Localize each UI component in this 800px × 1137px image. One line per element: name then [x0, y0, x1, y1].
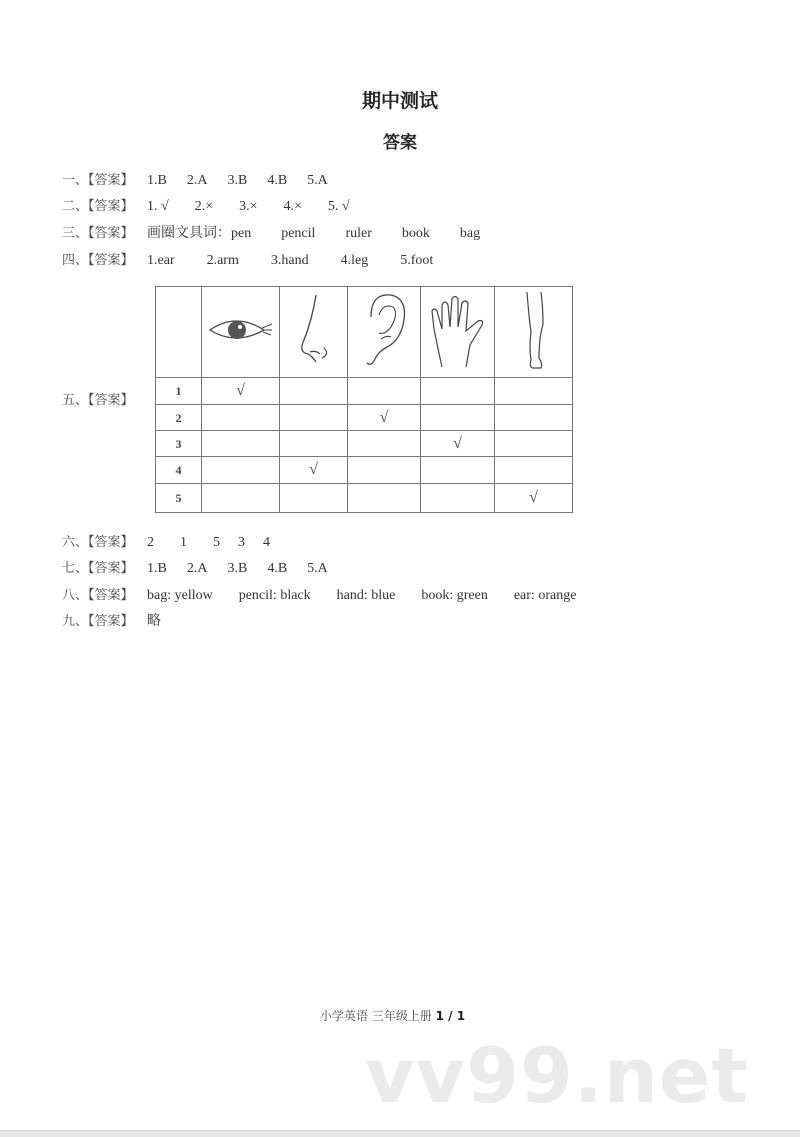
cell-ear	[348, 405, 421, 431]
eye-image	[202, 287, 280, 378]
cell-eye	[202, 431, 280, 457]
answer-label: 三、【答案】	[62, 226, 134, 241]
answer-item: 1.B	[147, 561, 167, 576]
table-row	[156, 484, 573, 513]
answer-item: 略	[147, 614, 161, 629]
hand-image	[421, 287, 495, 378]
answer-item: 1. √	[147, 199, 169, 214]
cell-eye	[202, 484, 280, 513]
answer-item: 5.A	[307, 561, 328, 576]
answer-item: 4.leg	[340, 253, 369, 268]
answer-item: 5.A	[307, 173, 328, 188]
nose-image	[280, 287, 348, 378]
leg-image	[495, 287, 573, 378]
answer-item: 3.hand	[270, 253, 309, 268]
cell-hand	[421, 457, 495, 484]
check-mark: √	[453, 434, 462, 452]
answer-item: 4.B	[267, 173, 288, 188]
watermark: vv99.net	[365, 1031, 749, 1120]
answer-item: bag: yellow	[147, 588, 213, 603]
cell-hand	[421, 405, 495, 431]
row-number: 2	[156, 405, 202, 431]
answer-label: 七、【答案】	[62, 561, 134, 576]
table-row	[156, 431, 573, 457]
cell-leg	[495, 457, 573, 484]
answer-label: 九、【答案】	[62, 614, 134, 629]
answer-item: 2.×	[194, 199, 214, 214]
cell-nose	[280, 431, 348, 457]
answer-item: 3.B	[227, 561, 248, 576]
bottom-scroll-bar[interactable]	[0, 1130, 800, 1137]
page-title: 期中测试	[361, 90, 438, 112]
row-number: 4	[156, 457, 202, 484]
answer-label: 八、【答案】	[62, 588, 134, 603]
table-row	[156, 405, 573, 431]
answer-line-4	[62, 252, 433, 270]
answer-line-7	[62, 560, 328, 578]
answer-item: pencil: black	[238, 588, 311, 603]
answer-item: 1.B	[147, 173, 167, 188]
cell-nose	[280, 457, 348, 484]
row-number: 3	[156, 431, 202, 457]
answer-item: ruler	[345, 226, 372, 241]
cell-eye	[202, 405, 280, 431]
answer-item: 5.foot	[400, 253, 434, 268]
answer-line-8	[62, 587, 576, 605]
answer-item: 画圈文具词：pen	[147, 226, 252, 241]
answer-label: 二、【答案】	[62, 199, 134, 214]
answer-item: 4	[263, 535, 270, 550]
cell-nose	[280, 378, 348, 405]
answer-item: bag	[459, 226, 481, 241]
answer-item: 2	[147, 535, 154, 550]
check-mark: √	[236, 382, 245, 399]
cell-leg	[495, 405, 573, 431]
cell-eye	[202, 457, 280, 484]
answer-item: 4.B	[267, 561, 288, 576]
cell-leg	[495, 378, 573, 405]
answer-item: book	[401, 226, 430, 241]
answer-item: 1	[180, 535, 187, 550]
answer-item: ear: orange	[513, 588, 577, 603]
cell-nose	[280, 484, 348, 513]
check-mark: √	[529, 489, 538, 506]
cell-ear	[348, 431, 421, 457]
answer-line-6	[62, 534, 270, 552]
answer-item: 3.B	[227, 173, 248, 188]
answer-line-1	[62, 172, 328, 190]
row-number: 1	[156, 378, 202, 405]
answer-item: 2.A	[186, 561, 208, 576]
answer-line-3	[62, 225, 480, 243]
table-header-row	[156, 287, 573, 378]
row-number: 5	[156, 484, 202, 513]
cell-nose	[280, 405, 348, 431]
cell-ear	[348, 378, 421, 405]
answer-item: hand: blue	[336, 588, 396, 603]
answer-item: 3	[238, 535, 245, 550]
answer-item: 4.×	[283, 199, 302, 214]
cell-ear	[348, 484, 421, 513]
section-5-label: 五、【答案】	[62, 393, 134, 408]
cell-hand	[421, 378, 495, 405]
table-row	[156, 378, 573, 405]
table-row	[156, 457, 573, 484]
ear-image	[348, 287, 421, 378]
check-mark: √	[379, 408, 389, 426]
answer-label: 六、【答案】	[62, 535, 134, 550]
answer-item: 3.×	[239, 199, 258, 214]
answer-item: 1.ear	[147, 253, 175, 268]
cell-eye	[202, 378, 280, 405]
answer-line-2	[62, 198, 350, 216]
answer-item: book: green	[421, 588, 488, 603]
answer-table	[155, 286, 573, 513]
cell-hand	[421, 431, 495, 457]
footer-text: 小学英语 三年级上册	[320, 1009, 432, 1023]
page-number: 1 / 1	[435, 1009, 466, 1023]
cell-ear	[348, 457, 421, 484]
answer-label: 四、【答案】	[62, 253, 134, 268]
answer-line-9	[62, 613, 161, 631]
cell-leg	[495, 484, 573, 513]
answer-item: 2.A	[186, 173, 208, 188]
page-footer	[320, 1008, 465, 1024]
cell-leg	[495, 431, 573, 457]
answer-item: 5	[213, 535, 220, 550]
page-subtitle: 答案	[383, 133, 417, 153]
answer-label: 一、【答案】	[62, 173, 134, 188]
cell-hand	[421, 484, 495, 513]
answer-item: 2.arm	[206, 253, 239, 268]
answer-item: pencil	[281, 226, 316, 241]
check-mark: √	[309, 461, 318, 478]
answer-item: 5. √	[327, 199, 350, 214]
